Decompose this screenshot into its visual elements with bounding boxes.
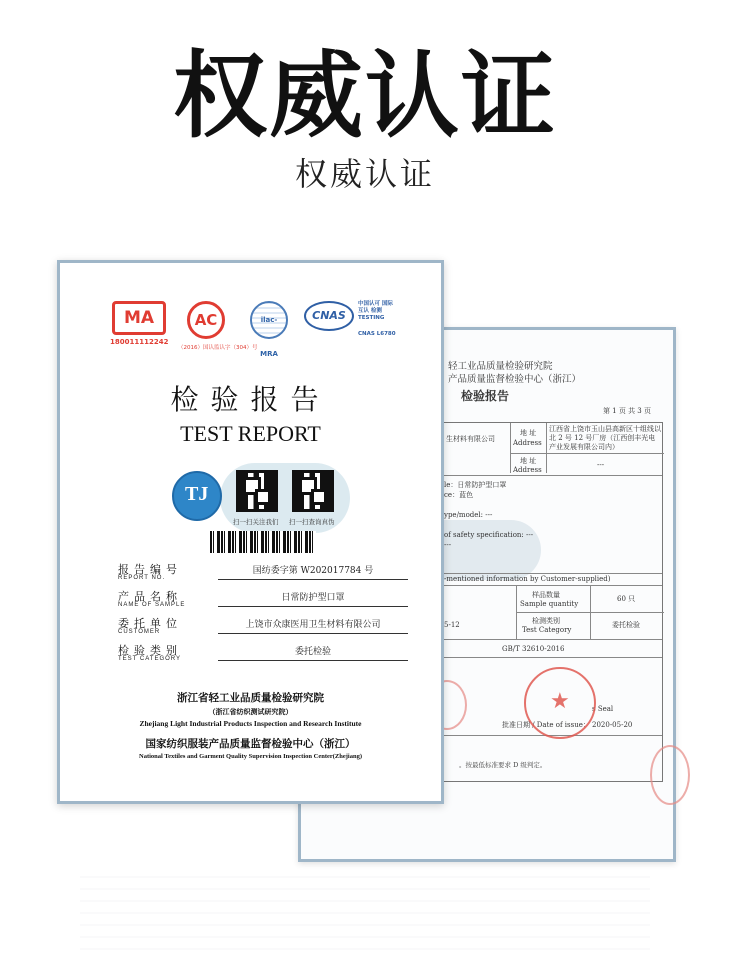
cat-label-cn: 检测类别 xyxy=(532,617,560,625)
headline: 权威认证 xyxy=(172,42,557,151)
cnas-logo-icon: CNAS xyxy=(304,301,354,331)
address-label2-cn: 地 址 xyxy=(520,457,537,465)
qr-code-follow-icon xyxy=(236,470,278,512)
back-page-number: 第 1 页 共 3 页 xyxy=(602,407,651,415)
qr-caption-verify: 扫一扫查询真伪 xyxy=(289,518,335,526)
date-fragment: 5-12 xyxy=(444,621,460,629)
standard-code: GB/T 32610-2016 xyxy=(502,645,565,653)
edge-seal-stamp xyxy=(650,745,690,805)
model-line: ype/model: --- xyxy=(444,511,493,519)
cma-logo-icon: MA xyxy=(112,301,166,335)
field-test-category: 检验类别 TEST CATEGORY 委托检验 xyxy=(118,642,408,670)
back-note: 。按最低标准要求 D 级判定。 xyxy=(459,761,547,769)
sample-name-value: 日常防护型口罩 xyxy=(218,590,408,607)
back-org-line1: 轻工业品质量检验研究院 xyxy=(448,361,553,372)
institute-emblem-icon: TJ xyxy=(172,471,222,521)
report-title-en: TEST REPORT xyxy=(180,421,321,446)
issue-date: 2020-05-20 xyxy=(592,721,633,729)
faded-background xyxy=(80,870,650,960)
cat-value: 委托检验 xyxy=(612,621,640,629)
seal-text: s Seal xyxy=(592,705,614,713)
issue-date-label: 批准日期 / Date of issue： xyxy=(502,721,590,729)
qty-label-cn: 样品数量 xyxy=(532,591,560,599)
customer-fragment: 生材料有限公司 xyxy=(446,435,495,443)
institute-name-cn: 浙江省轻工业品质量检验研究院 xyxy=(177,692,324,704)
safety-line: of safety specification: --- xyxy=(444,531,534,539)
center-name-en: National Textiles and Garment Quality Supervision Inspection Center(Zhejiang) xyxy=(139,753,362,760)
front-report-cover xyxy=(57,260,444,804)
qty-label-en: Sample quantity xyxy=(520,600,579,608)
address-label2-en: Address xyxy=(513,466,542,474)
center-name-cn: 国家纺织服装产品质量监督检验中心（浙江） xyxy=(145,738,356,750)
dash-line: --- xyxy=(444,541,452,549)
info-line: -mentioned information by Customer-supplied) xyxy=(444,575,611,583)
address-label-cn: 地 址 xyxy=(520,429,537,437)
address-value2: --- xyxy=(597,461,605,469)
certification-logos xyxy=(60,301,441,358)
ilac-mra-logo-icon: ilac-MRA xyxy=(250,301,288,339)
cat-label-en: Test Category xyxy=(522,626,572,634)
color-line: ce：蓝色 xyxy=(444,491,474,499)
cal-logo-icon: AC xyxy=(187,301,225,339)
back-report-title: 检验报告 xyxy=(461,389,510,403)
back-org-line2: 产品质量监督检验中心（浙江） xyxy=(448,374,582,385)
cnas-code: CNAS L6780 xyxy=(358,331,396,337)
qr-code-verify-icon xyxy=(292,470,334,512)
field-report-no: 报告编号 REPORT NO. 国纺委字第 W202017784 号 xyxy=(118,561,408,589)
cal-number: （2016）国认监认字（304）号 xyxy=(178,345,258,351)
institute-name-en: Zhejiang Light Industrial Products Inspection and Research Institute xyxy=(139,719,362,728)
sample-line: le：日常防护型口罩 xyxy=(444,481,507,489)
red-seal-stamp xyxy=(524,667,596,739)
address-label-en: Address xyxy=(513,439,542,447)
field-customer: 委托单位 CUSTOMER 上饶市众康医用卫生材料有限公司 xyxy=(118,615,408,643)
star-icon: ★ xyxy=(550,689,570,714)
institute-alias-cn: （浙江省纺织测试研究院） xyxy=(208,707,293,716)
customer-value: 上饶市众康医用卫生材料有限公司 xyxy=(218,617,408,634)
subheadline: 权威认证 xyxy=(294,155,435,193)
report-no-value: 国纺委字第 W202017784 号 xyxy=(218,563,408,580)
address-value: 江西省上饶市玉山县高新区十组线以北 2 号 12 号厂房（江西创丰光电产业发展有限公司内） xyxy=(549,425,661,451)
test-category-value: 委托检验 xyxy=(218,644,408,661)
barcode-icon xyxy=(210,531,316,553)
qty-value: 60 只 xyxy=(617,595,636,603)
field-sample-name: 产品名称 NAME OF SAMPLE 日常防护型口罩 xyxy=(118,588,408,616)
cnas-side-text: 中国认可 国际互认 检测 TESTING xyxy=(358,301,393,321)
cma-number: 180011112242 xyxy=(110,338,169,346)
report-title-cn: 检验报告 xyxy=(170,383,331,416)
qr-caption-follow: 扫一扫关注我们 xyxy=(233,518,279,526)
